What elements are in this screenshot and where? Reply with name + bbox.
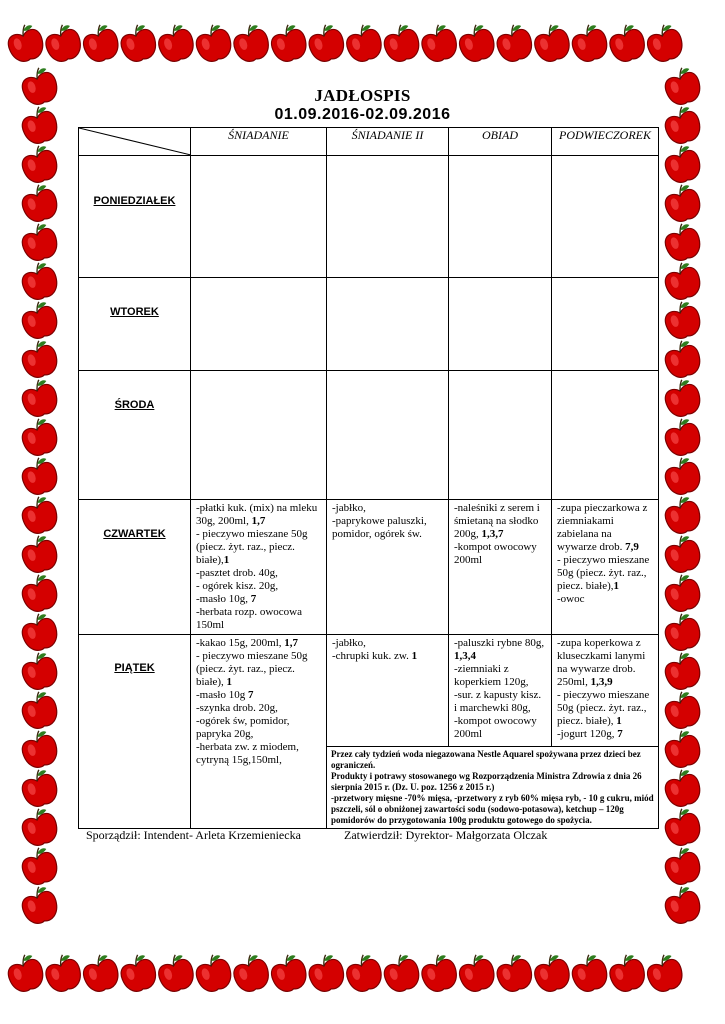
meal-text: -pasztet drob. 40g, bbox=[196, 567, 278, 579]
meal-text: - pieczywo mieszane 50g (piecz. żyt. raz., piecz. białe), bbox=[196, 650, 308, 688]
allergen-codes: 1,3,4 bbox=[454, 650, 476, 662]
meal-text: -owoc bbox=[557, 593, 585, 605]
meal-text: -płatki kuk. (mix) na mleku 30g, 200ml, bbox=[196, 502, 318, 527]
meal-line bbox=[196, 580, 321, 593]
allergen-codes: 1,3,7 bbox=[481, 528, 504, 540]
apple-icon bbox=[18, 883, 61, 927]
meal-cell-sniadanie-ii bbox=[327, 156, 449, 278]
meal-line bbox=[454, 502, 546, 541]
apple-icon bbox=[18, 259, 61, 303]
apple-icon bbox=[4, 951, 47, 995]
meal-cell-obiad bbox=[449, 500, 552, 635]
corner-cell bbox=[79, 128, 191, 156]
meal-line bbox=[454, 689, 546, 715]
meal-text: -masło 10g, bbox=[196, 593, 251, 605]
note-cell bbox=[327, 747, 659, 829]
meal-line bbox=[332, 650, 443, 663]
column-header-podwieczorek: PODWIECZOREK bbox=[552, 128, 659, 156]
apple-icon bbox=[568, 21, 611, 65]
apple-icon bbox=[661, 415, 704, 459]
apple-icon bbox=[18, 376, 61, 420]
signature-prepared: Sporządził: Intendent- Arleta Krzemieniecka bbox=[86, 828, 301, 842]
day-label-poniedzialek: PONIEDZIAŁEK bbox=[93, 195, 176, 207]
day-cell bbox=[79, 635, 191, 829]
apple-icon bbox=[18, 805, 61, 849]
apple-icon bbox=[18, 220, 61, 264]
apple-icon bbox=[267, 951, 310, 995]
meal-text: -zupa pieczarkowa z ziemniakami zabielana na wywarze drob. bbox=[557, 502, 648, 553]
apple-icon bbox=[661, 493, 704, 537]
apple-icon bbox=[661, 142, 704, 186]
day-label-czwartek: CZWARTEK bbox=[103, 528, 166, 540]
day-row-wtorek bbox=[79, 278, 659, 371]
apple-icon bbox=[4, 21, 47, 65]
apple-icon bbox=[661, 181, 704, 225]
apple-icon bbox=[18, 298, 61, 342]
meal-cell-podwieczorek bbox=[552, 278, 659, 371]
meal-line bbox=[196, 567, 321, 580]
meal-text: -zupa koperkowa z kluseczkami lanymi na wywarze drob. 250ml, bbox=[557, 637, 646, 688]
apple-icon bbox=[117, 951, 160, 995]
meal-text: -ogórek św, pomidor, papryka 20g, bbox=[196, 715, 290, 740]
meal-line bbox=[454, 715, 546, 741]
apple-icon bbox=[417, 951, 460, 995]
apple-icon bbox=[661, 727, 704, 771]
meal-cell-sniadanie-ii bbox=[327, 371, 449, 500]
apple-icon bbox=[530, 21, 573, 65]
day-cell bbox=[79, 156, 191, 278]
apple-icon bbox=[661, 532, 704, 576]
apple-icon bbox=[493, 21, 536, 65]
apple-icon bbox=[192, 951, 235, 995]
apple-icon bbox=[79, 21, 122, 65]
day-cell bbox=[79, 500, 191, 635]
column-header-obiad: OBIAD bbox=[449, 128, 552, 156]
note-line: -przetwory mięsne -70% mięsa, -przetwory z ryb 60% mięsa ryb, - 10 g cukru, miód pszczeli, sól o obniżonej zawartości sodu (sodowo-potasowa), ketchup – 120g pomidorów do przygotowania 100g produktu gotowego do spożycia. bbox=[331, 793, 654, 825]
allergen-codes: 1 bbox=[411, 650, 418, 662]
apple-icon bbox=[661, 376, 704, 420]
apple-icon bbox=[154, 21, 197, 65]
apple-icon bbox=[455, 21, 498, 65]
header-row bbox=[79, 128, 659, 156]
meal-line bbox=[196, 650, 321, 689]
apple-icon bbox=[18, 610, 61, 654]
meal-text: -kompot owocowy 200ml bbox=[454, 541, 537, 566]
meal-line bbox=[196, 637, 321, 650]
apple-icon bbox=[493, 951, 536, 995]
allergen-codes: 1 bbox=[613, 580, 619, 592]
apple-icon bbox=[661, 571, 704, 615]
apple-icon bbox=[661, 649, 704, 693]
meal-line bbox=[196, 702, 321, 715]
signature-approved: Zatwierdził: Dyrektor- Małgorzata Olczak bbox=[344, 828, 548, 842]
meal-cell-obiad bbox=[449, 371, 552, 500]
meal-text: - pieczywo mieszane 50g (piecz. żyt. raz., piecz. białe), bbox=[557, 554, 650, 592]
apple-icon bbox=[79, 951, 122, 995]
apple-icon bbox=[661, 298, 704, 342]
meal-line bbox=[332, 502, 443, 515]
meal-line bbox=[196, 502, 321, 528]
apple-icon bbox=[661, 688, 704, 732]
allergen-codes: 7 bbox=[617, 728, 623, 740]
allergen-codes: 1 bbox=[616, 715, 622, 727]
apple-icon bbox=[661, 220, 704, 264]
apple-icon bbox=[18, 532, 61, 576]
apple-icon bbox=[342, 21, 385, 65]
apple-icon bbox=[305, 21, 348, 65]
meal-line bbox=[332, 515, 443, 541]
meal-cell-sniadanie bbox=[191, 371, 327, 500]
apple-icon bbox=[18, 571, 61, 615]
apple-icon bbox=[342, 951, 385, 995]
meal-text: -sur. z kapusty kisz. i marchewki 80g, bbox=[454, 689, 542, 714]
meal-text: -ziemniaki z koperkiem 120g, bbox=[454, 663, 529, 688]
meal-line bbox=[557, 593, 653, 606]
apple-icon bbox=[18, 766, 61, 810]
document-dates: 01.09.2016-02.09.2016 bbox=[274, 106, 451, 123]
day-cell bbox=[79, 371, 191, 500]
apple-icon bbox=[661, 337, 704, 381]
apple-icon bbox=[661, 454, 704, 498]
meal-cell-sniadanie-ii bbox=[327, 500, 449, 635]
apple-icon bbox=[605, 951, 648, 995]
apple-icon bbox=[18, 142, 61, 186]
apple-icon bbox=[568, 951, 611, 995]
document-title: JADŁOSPIS bbox=[314, 86, 411, 105]
apple-icon bbox=[661, 883, 704, 927]
apple-icon bbox=[661, 844, 704, 888]
meal-line bbox=[557, 502, 653, 554]
apple-icon bbox=[18, 844, 61, 888]
meal-cell-obiad bbox=[449, 635, 552, 747]
meal-line bbox=[557, 554, 653, 593]
apple-icon bbox=[643, 21, 686, 65]
day-row-poniedzialek bbox=[79, 156, 659, 278]
column-header-sniadanie-ii: ŚNIADANIE II bbox=[327, 128, 449, 156]
note-line: Produkty i potrawy stosowanego wg Rozporządzenia Ministra Zdrowia z dnia 26 sierpnia 2015 r. (Dz. U. poz. 1256 z 2015 r.) bbox=[331, 771, 642, 792]
meal-text: -kompot owocowy 200ml bbox=[454, 715, 537, 740]
meal-cell-podwieczorek bbox=[552, 500, 659, 635]
meal-text: - pieczywo mieszane 50g (piecz. żyt. raz., piecz. białe), bbox=[196, 528, 308, 566]
apple-icon bbox=[455, 951, 498, 995]
apple-icon bbox=[267, 21, 310, 65]
meal-text: -paluszki rybne 80g, bbox=[454, 637, 545, 649]
meal-text: -herbata zw. z miodem, cytryną 15g,150ml, bbox=[196, 741, 299, 766]
apple-icon bbox=[661, 259, 704, 303]
apple-icon bbox=[661, 805, 704, 849]
meal-line bbox=[454, 637, 546, 663]
meal-line bbox=[557, 689, 653, 728]
allergen-codes: 1,7 bbox=[251, 515, 266, 527]
meal-cell-podwieczorek bbox=[552, 156, 659, 278]
apple-icon bbox=[154, 951, 197, 995]
day-row-piatek bbox=[79, 635, 659, 747]
meal-text: - ogórek kisz. 20g, bbox=[196, 580, 279, 592]
allergen-codes: 1,7 bbox=[284, 637, 299, 649]
allergen-codes: 1 bbox=[226, 676, 233, 688]
meal-line bbox=[196, 528, 321, 567]
meal-line bbox=[196, 606, 321, 632]
allergen-codes: 7 bbox=[247, 689, 254, 701]
meal-text: -masło 10g bbox=[196, 689, 248, 701]
day-row-sroda bbox=[79, 371, 659, 500]
diagonal-line-icon bbox=[79, 128, 191, 155]
day-label-piatek: PIĄTEK bbox=[114, 662, 155, 674]
apple-icon bbox=[605, 21, 648, 65]
apple-icon bbox=[661, 766, 704, 810]
meal-text: -jogurt 120g, bbox=[557, 728, 618, 740]
apple-icon bbox=[41, 21, 84, 65]
meal-line bbox=[454, 663, 546, 689]
column-header-sniadanie: ŚNIADANIE bbox=[191, 128, 327, 156]
meal-text: -jabłko, bbox=[332, 637, 366, 649]
meal-text: -jabłko, bbox=[332, 502, 366, 514]
apple-icon bbox=[18, 649, 61, 693]
meal-line bbox=[196, 741, 321, 767]
meal-line bbox=[196, 689, 321, 702]
apple-icon bbox=[18, 181, 61, 225]
meal-cell-sniadanie-ii bbox=[327, 278, 449, 371]
apple-icon bbox=[305, 951, 348, 995]
meal-line bbox=[557, 728, 653, 741]
meal-cell-sniadanie bbox=[191, 156, 327, 278]
meal-cell-obiad bbox=[449, 278, 552, 371]
apple-icon bbox=[661, 610, 704, 654]
apple-icon bbox=[530, 951, 573, 995]
meal-text: - pieczywo mieszane 50g (piecz. żyt. raz., piecz. białe), bbox=[557, 689, 650, 727]
meal-cell-sniadanie bbox=[191, 635, 327, 829]
meal-line bbox=[196, 593, 321, 606]
meal-line bbox=[454, 541, 546, 567]
apple-icon bbox=[18, 727, 61, 771]
apple-icon bbox=[192, 21, 235, 65]
apple-icon bbox=[380, 951, 423, 995]
meal-cell-sniadanie bbox=[191, 278, 327, 371]
meal-text: -paprykowe paluszki, pomidor, ogórek św. bbox=[332, 515, 427, 540]
apple-icon bbox=[229, 951, 272, 995]
day-label-wtorek: WTOREK bbox=[110, 306, 159, 318]
meal-line bbox=[332, 637, 443, 650]
allergen-codes: 7,9 bbox=[625, 541, 639, 553]
meal-cell-sniadanie-ii bbox=[327, 635, 449, 747]
meal-cell-podwieczorek bbox=[552, 371, 659, 500]
meal-text: -szynka drob. 20g, bbox=[196, 702, 278, 714]
apple-icon bbox=[229, 21, 272, 65]
meal-line bbox=[196, 715, 321, 741]
apple-icon bbox=[41, 951, 84, 995]
menu-table bbox=[78, 127, 659, 829]
meal-line bbox=[557, 637, 653, 689]
apple-icon bbox=[18, 337, 61, 381]
note-line: Przez cały tydzień woda niegazowana Nestle Aquarel spożywana przez dzieci bez ograniczeń. bbox=[331, 749, 641, 770]
allergen-codes: 1 bbox=[223, 554, 230, 566]
apple-icon bbox=[18, 415, 61, 459]
allergen-codes: 1,3,9 bbox=[590, 676, 613, 688]
meal-text: -kakao 15g, 200ml, bbox=[196, 637, 285, 649]
meal-text: -chrupki kuk. zw. bbox=[332, 650, 412, 662]
apple-icon bbox=[18, 493, 61, 537]
apple-icon bbox=[117, 21, 160, 65]
day-cell bbox=[79, 278, 191, 371]
day-row-czwartek bbox=[79, 500, 659, 635]
day-label-sroda: ŚRODA bbox=[114, 399, 155, 411]
meal-cell-sniadanie bbox=[191, 500, 327, 635]
meal-cell-obiad bbox=[449, 156, 552, 278]
apple-icon bbox=[18, 688, 61, 732]
meal-text: -herbata rozp. owocowa 150ml bbox=[196, 606, 302, 631]
allergen-codes: 7 bbox=[250, 593, 257, 605]
apple-icon bbox=[18, 454, 61, 498]
apple-icon bbox=[643, 951, 686, 995]
meal-cell-podwieczorek bbox=[552, 635, 659, 747]
apple-icon bbox=[380, 21, 423, 65]
apple-icon bbox=[417, 21, 460, 65]
meal-text: -naleśniki z serem i śmietaną na słodko 200g, bbox=[454, 502, 540, 540]
